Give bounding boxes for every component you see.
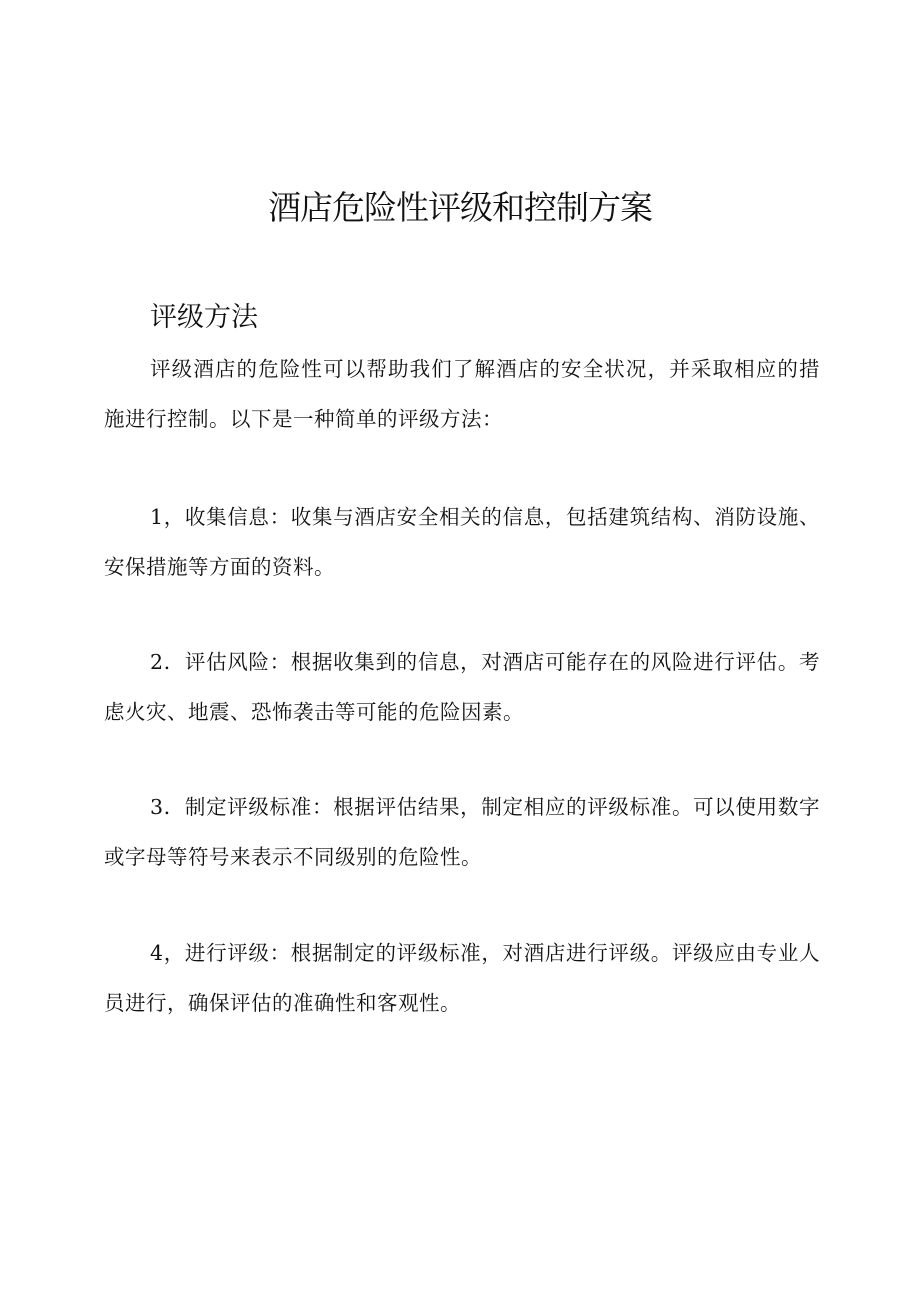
intro-paragraph: 评级酒店的危险性可以帮助我们了解酒店的安全状况，并采取相应的措施进行控制。以下是一种简单的评级方法：	[104, 357, 820, 431]
step-paragraph-4: 4，进行评级：根据制定的评级标准，对酒店进行评级。评级应由专业人员进行，确保评估的准确性和客观性。	[104, 941, 820, 1015]
document-title: 酒店危险性评级和控制方案	[268, 188, 652, 227]
step-paragraph-1: 1，收集信息：收集与酒店安全相关的信息，包括建筑结构、消防设施、安保措施等方面的资料。	[104, 505, 820, 579]
section-heading: 评级方法	[150, 302, 258, 333]
step-paragraph-3: 3．制定评级标准：根据评估结果，制定相应的评级标准。可以使用数字或字母等符号来表示不同级别的危险性。	[104, 795, 820, 869]
step-paragraph-2: 2．评估风险：根据收集到的信息，对酒店可能存在的风险进行评估。考虑火灾、地震、恐怖袭击等可能的危险因素。	[104, 650, 820, 724]
